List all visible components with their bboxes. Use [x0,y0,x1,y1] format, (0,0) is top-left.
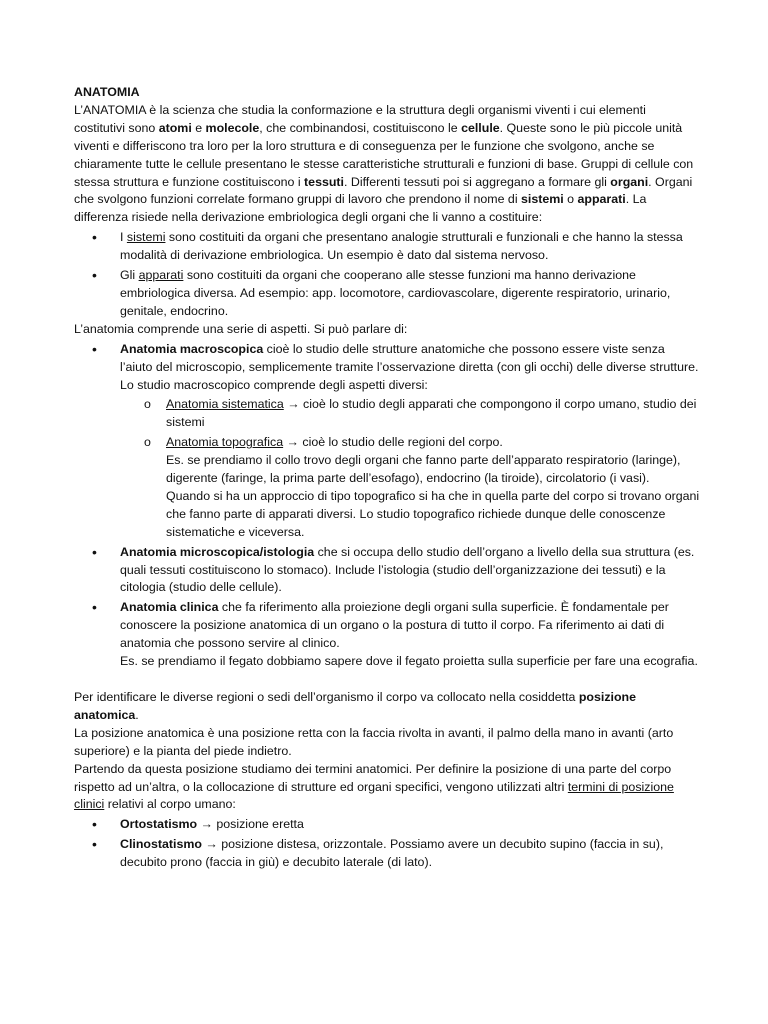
list-item-macroscopica: • Anatomia macroscopica cioè lo studio delle strutture anatomiche che possono essere viste senza l’aiuto del microscopio, semplicemente tramite l’osservazione diretta (con gli occhi) delle diverse strutture. Lo studio macroscopico comprende degli aspetti diversi: o Anatomia sistematica → cioè lo studio degli apparati che compongono il corpo umano, studio dei sistemi o Anatomia topografica → cioè lo studio delle regioni del corpo. Es. se prendiamo il collo trovo degli organi che fanno parte dell’apparato respiratorio (laringe), digerente (faringe, la prima parte dell’esofago), endocrino (la tiroide), circolatorio (i vasi). Quando si ha un approccio di tipo topografico si ha che in quella parte del corpo si trovano organi che fanno parte di apparati diversi. Lo studio topografico richiede dunque delle conoscenze sistematiche e viceversa. [74,341,700,542]
list-item-clinica: • Anatomia clinica che fa riferimento alla proiezione degli organi sulla superficie. È fondamentale per conoscere la posizione anatomica di un organo o la postura di tutto il corpo. Fa riferimento ai dati di anatomia che possono servire al clinico. Es. se prendiamo il fegato dobbiamo sapere dove il fegato proietta sulla superficie per fare una ecografia. [74,599,700,671]
list-item-microscopica: • Anatomia microscopica/istologia che si occupa dello studio dell’organo a livello della sua struttura (es. quali tessuti costituiscono lo stomaco). Include l’istologia (studio dell’organizzazione dei tessuti) e la citologia (studio delle cellule). [74,544,700,598]
topografica-example: Es. se prendiamo il collo trovo degli organi che fanno parte dell’apparato respiratorio (laringe), digerente (faringe, la prima parte dell’esofago), endocrino (la tiroide), circolatorio (i vasi). [166,453,681,486]
list-item-sistematica: o Anatomia sistematica → cioè lo studio degli apparati che compongono il corpo umano, studio dei sistemi [120,396,700,432]
list-item-clinostatismo: • Clinostatismo → posizione distesa, orizzontale. Possiamo avere un decubito supino (faccia in su), decubito prono (faccia in giù) e decubito laterale (di lato). [74,836,700,872]
position-paragraph-2: La posizione anatomica è una posizione retta con la faccia rivolta in avanti, il palmo della mano in avanti (arto superiore) e la pianta del piede indietro. [74,725,674,758]
topografica-note: Quando si ha un approccio di tipo topografico si ha che in quella parte del corpo si trovano organi che fanno parte di apparati diversi. Lo studio topografico richiede dunque delle conoscenze sistematiche e viceversa. [166,488,700,539]
document-body [74,84,700,872]
paragraph-gap [74,671,700,689]
systems-list [74,229,700,321]
position-paragraph-3: Partendo da questa posizione studiamo dei termini anatomici. Per definire la posizione di una parte del corpo rispetto ad un’altra, o la collocazione di strutture ed organi specifici, vengono utilizzati altri termini di posizione clinici relativi al corpo umano: [74,761,674,812]
list-item-topografica: o Anatomia topografica → cioè lo studio delle regioni del corpo. Es. se prendiamo il collo trovo degli organi che fanno parte dell’apparato respiratorio (laringe), digerente (faringe, la prima parte dell’esofago), endocrino (la tiroide), circolatorio (i vasi). Quando si ha un approccio di tipo topografico si ha che in quella parte del corpo si trovano organi che fanno parte di apparati diversi. Lo studio topografico richiede dunque delle conoscenze sistematiche e viceversa. [120,434,700,541]
terms-list [74,816,700,872]
list-item-apparati: • Gli apparati sono costituiti da organi che cooperano alle stesse funzioni ma hanno derivazione embriologica diversa. Ad esempio: app. locomotore, cardiovascolare, digerente respiratorio, urinario, genitale, endocrino. [74,267,700,321]
macro-sub-intro: Lo studio macroscopico comprende degli aspetti diversi: [120,377,428,392]
list-item-ortostatismo: • Ortostatismo → posizione eretta [74,816,700,834]
aspects-list [74,341,700,671]
clinica-example: Es. se prendiamo il fegato dobbiamo sapere dove il fegato proietta sulla superficie per fare una ecografia. [120,654,698,669]
page-title: ANATOMIA [74,85,140,99]
position-paragraph-1: Per identificare le diverse regioni o sedi dell’organismo il corpo va collocato nella cosiddetta posizione anatomica. [74,690,636,722]
aspects-intro: L’anatomia comprende una serie di aspetti. Si può parlare di: [74,321,408,336]
macro-sublist [120,396,700,541]
intro-paragraph: L’ANATOMIA è la scienza che studia la conformazione e la struttura degli organismi viventi i cui elementi costitutivi sono atomi e molecole, che combinandosi, costituiscono le cellule. Queste sono le più piccole unità viventi e differiscono tra loro per la loro struttura e di conseguenza per le funzione che svolgono, anche se chiaramente tutte le cellule presentano le stesse caratteristiche strutturali e funzioni di base. Gruppi di cellule con stessa struttura e funzione costituiscono i tessuti. Differenti tessuti poi si aggregano a formare gli organi. Organi che svolgono funzioni correlate formano gruppi di lavoro che prendono il nome di sistemi o apparati. La differenza risiede nella derivazione embriologica degli organi che li vanno a costituire: [74,102,694,225]
list-item-sistemi: • I sistemi sono costituiti da organi che presentano analogie strutturali e funzionali e che hanno la stessa modalità di derivazione embriologica. Un esempio è dato dal sistema nervoso. [74,229,700,265]
